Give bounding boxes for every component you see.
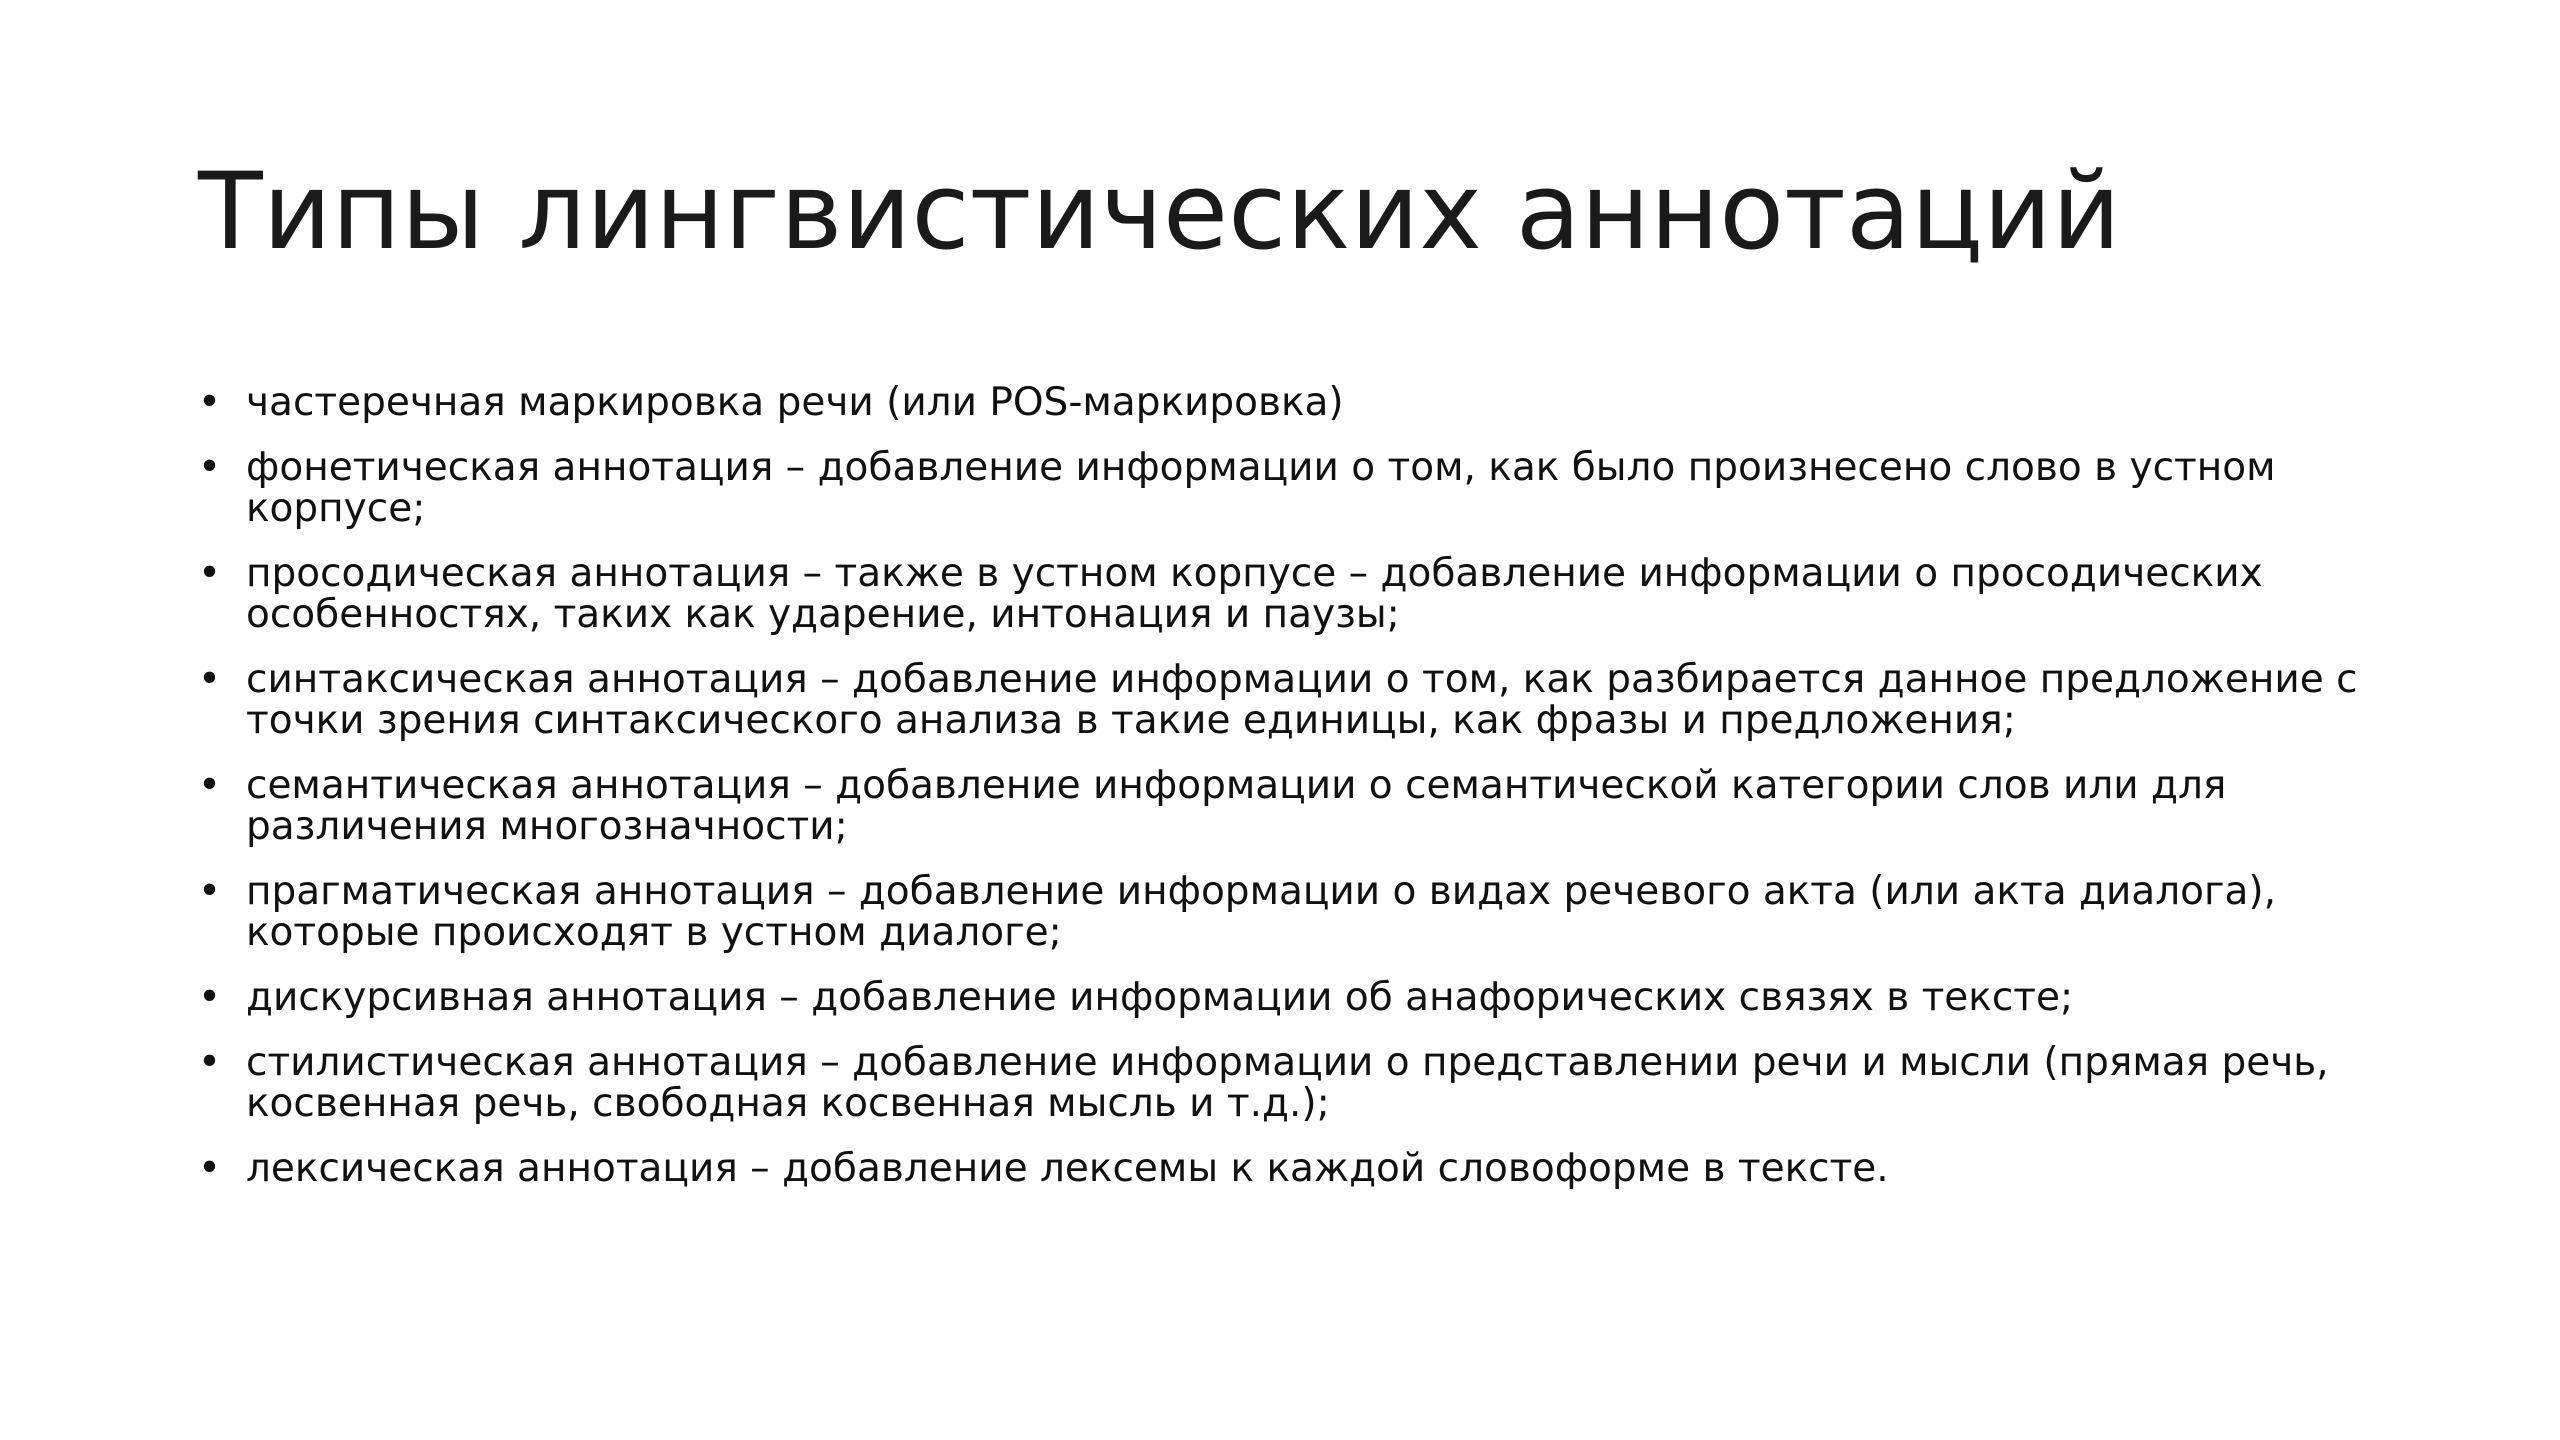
bullet-list (198, 382, 2398, 1213)
bullet-item-prosodic (198, 553, 2398, 635)
bullet-item-phonetic (198, 447, 2398, 529)
bullet-text: • дискурсивная аннотация – добавление информации об анафорических связях в тексте; (246, 975, 2074, 1020)
bullet-item-semantic (198, 765, 2398, 847)
bullet-item-pos (198, 382, 2398, 423)
slide-title: Типы лингвистических аннотаций (198, 150, 2121, 273)
bullet-item-syntactic (198, 659, 2398, 741)
bullet-text: • просодическая аннотация – также в устном корпусе – добавление информации о просодических особенностях, таких как ударение, интонация и паузы; (246, 551, 2263, 637)
bullet-item-pragmatic (198, 871, 2398, 953)
bullet-text: • синтаксическая аннотация – добавление информации о том, как разбирается данное предложение с точки зрения синтаксического анализа в такие единицы, как фразы и предложения; (246, 657, 2358, 743)
bullet-item-discourse (198, 977, 2398, 1018)
bullet-text: • фонетическая аннотация – добавление информации о том, как было произнесено слово в устном корпусе; (246, 445, 2276, 531)
bullet-text: • стилистическая аннотация – добавление информации о представлении речи и мысли (прямая речь, косвенная речь, свободная косвенная мысль и т.д.); (246, 1040, 2329, 1126)
bullet-text: • лексическая аннотация – добавление лексемы к каждой словоформе в тексте. (246, 1146, 1889, 1191)
bullet-text: • семантическая аннотация – добавление информации о семантической категории слов или для различения многозначности; (246, 763, 2227, 849)
bullet-item-lexical (198, 1148, 2398, 1189)
bullet-text: • частеречная маркировка речи (или POS-маркировка) (246, 380, 1344, 425)
bullet-item-stylistic (198, 1042, 2398, 1124)
bullet-text: • прагматическая аннотация – добавление информации о видах речевого акта (или акта диалога), которые происходят в устном диалоге; (246, 869, 2276, 955)
